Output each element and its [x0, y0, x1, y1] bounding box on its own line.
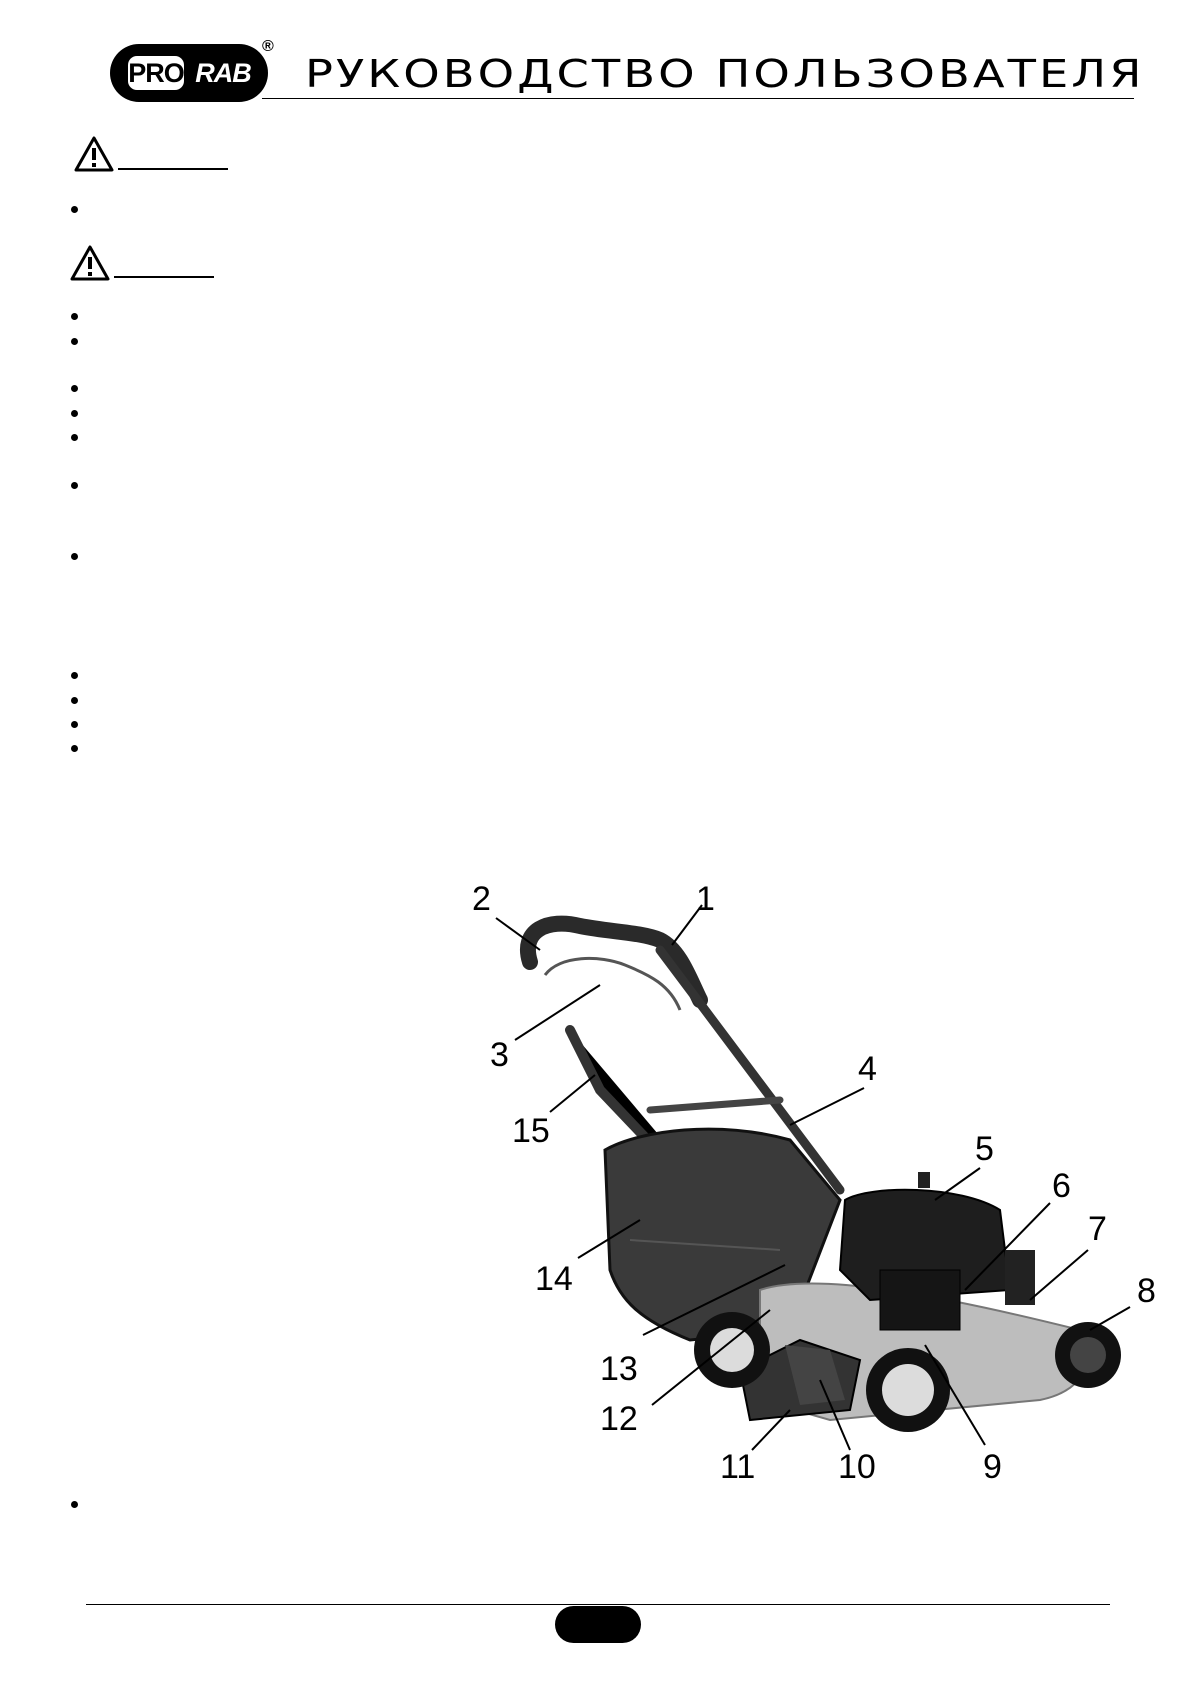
callout-2: 2: [472, 880, 491, 918]
callout-6: 6: [1052, 1167, 1071, 1205]
page-header-title: РУКОВОДСТВО ПОЛЬЗОВАТЕЛЯ: [305, 52, 1145, 96]
callout-8: 8: [1137, 1272, 1156, 1310]
mower-control-bail: [545, 958, 680, 1010]
callout-14: 14: [535, 1260, 573, 1298]
logo-rab-text: RAB: [195, 58, 251, 88]
leader-15: [550, 1075, 595, 1112]
engine-side-cover: [1005, 1250, 1035, 1305]
callout-10: 10: [838, 1448, 876, 1486]
callout-5: 5: [975, 1130, 994, 1168]
callout-7: 7: [1088, 1210, 1107, 1248]
callout-3: 3: [490, 1036, 509, 1074]
leader-4: [790, 1088, 864, 1125]
leader-3: [515, 985, 600, 1040]
callout-1: 1: [696, 880, 715, 918]
callout-12: 12: [600, 1400, 638, 1438]
air-filter: [880, 1270, 960, 1330]
callout-15: 15: [512, 1112, 550, 1150]
leader-8: [1090, 1307, 1130, 1330]
wheel-hub: [1070, 1337, 1106, 1373]
page-number-badge: [555, 1606, 641, 1643]
oil-cap: [918, 1172, 930, 1188]
logo-pro-text: PRO: [128, 58, 184, 88]
callout-13: 13: [600, 1350, 638, 1388]
callout-11: 11: [720, 1448, 756, 1486]
wheel-hub: [710, 1328, 754, 1372]
registered-mark: ®: [262, 38, 274, 55]
mower-cross-bar: [650, 1100, 780, 1110]
callout-4: 4: [858, 1050, 877, 1088]
footer-divider: [86, 1604, 1110, 1605]
wheel-hub: [882, 1364, 934, 1416]
leader-7: [1030, 1250, 1088, 1300]
callout-9: 9: [983, 1448, 1002, 1486]
